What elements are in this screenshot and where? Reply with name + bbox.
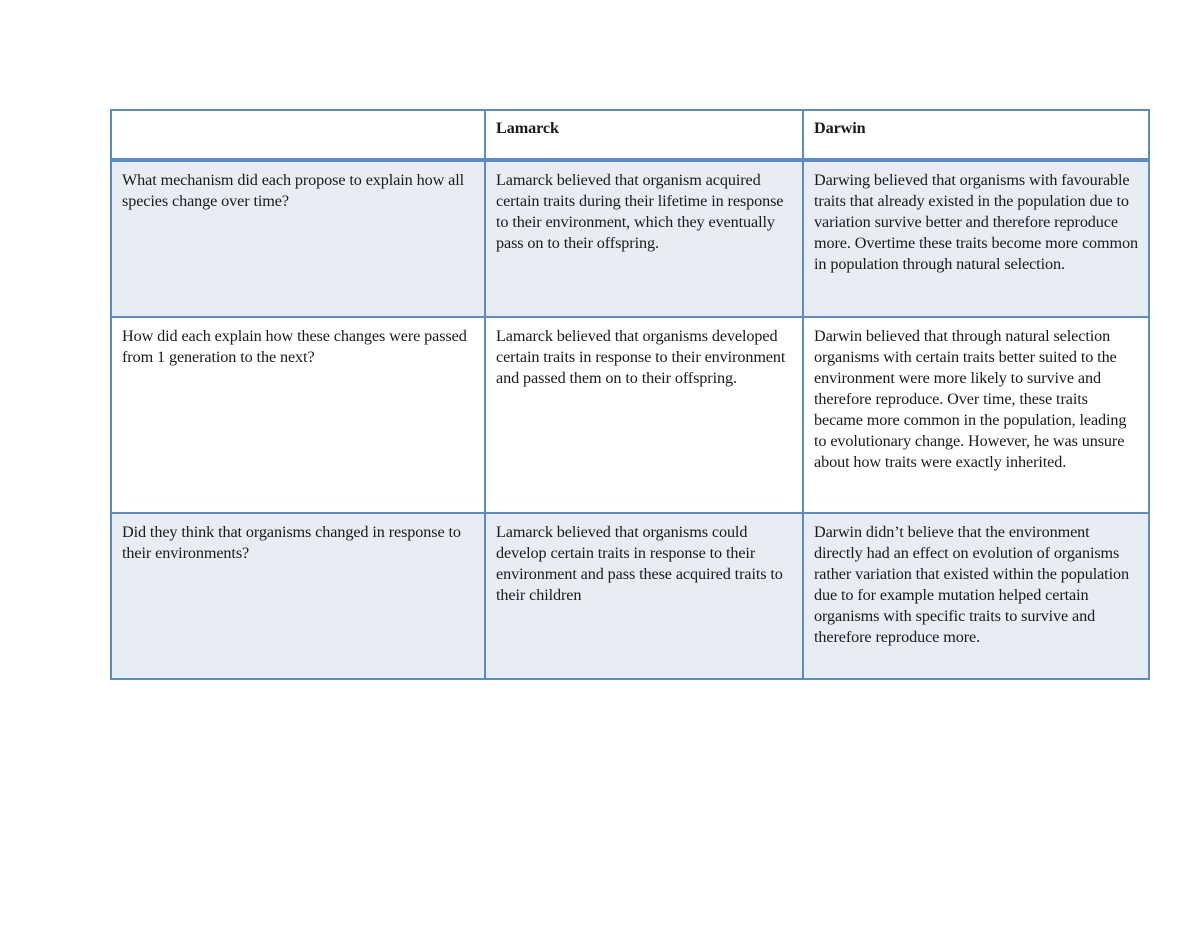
lamarck-cell: Lamarck believed that organisms could develop certain traits in response to their environment and pass these acquired traits to their children: [485, 513, 803, 679]
table-header-row: [111, 110, 1149, 160]
darwin-cell: Darwin didn’t believe that the environment directly had an effect on evolution of organisms rather variation that existed within the population due to for example mutation helped certain organisms with specific traits to survive and therefore reproduce more.: [803, 513, 1149, 679]
table-row: [111, 160, 1149, 317]
lamarck-cell: Lamarck believed that organisms developed certain traits in response to their environment and passed them on to their offspring.: [485, 317, 803, 513]
header-cell-darwin: Darwin: [803, 110, 1149, 160]
table-row: [111, 317, 1149, 513]
lamarck-cell: Lamarck believed that organism acquired certain traits during their lifetime in response to their environment, which they eventually pass on to their offspring.: [485, 160, 803, 317]
comparison-table: [110, 109, 1150, 680]
question-cell: Did they think that organisms changed in response to their environments?: [111, 513, 485, 679]
header-cell-blank: [111, 110, 485, 160]
darwin-cell: Darwin believed that through natural selection organisms with certain traits better suited to the environment were more likely to survive and therefore reproduce. Over time, these traits became more common in the population, leading to evolutionary change. However, he was unsure about how traits were exactly inherited.: [803, 317, 1149, 513]
question-cell: What mechanism did each propose to explain how all species change over time?: [111, 160, 485, 317]
header-cell-lamarck: Lamarck: [485, 110, 803, 160]
table-row: [111, 513, 1149, 679]
question-cell: How did each explain how these changes were passed from 1 generation to the next?: [111, 317, 485, 513]
darwin-cell: Darwing believed that organisms with favourable traits that already existed in the population due to variation survive better and therefore reproduce more. Overtime these traits become more common in population through natural selection.: [803, 160, 1149, 317]
